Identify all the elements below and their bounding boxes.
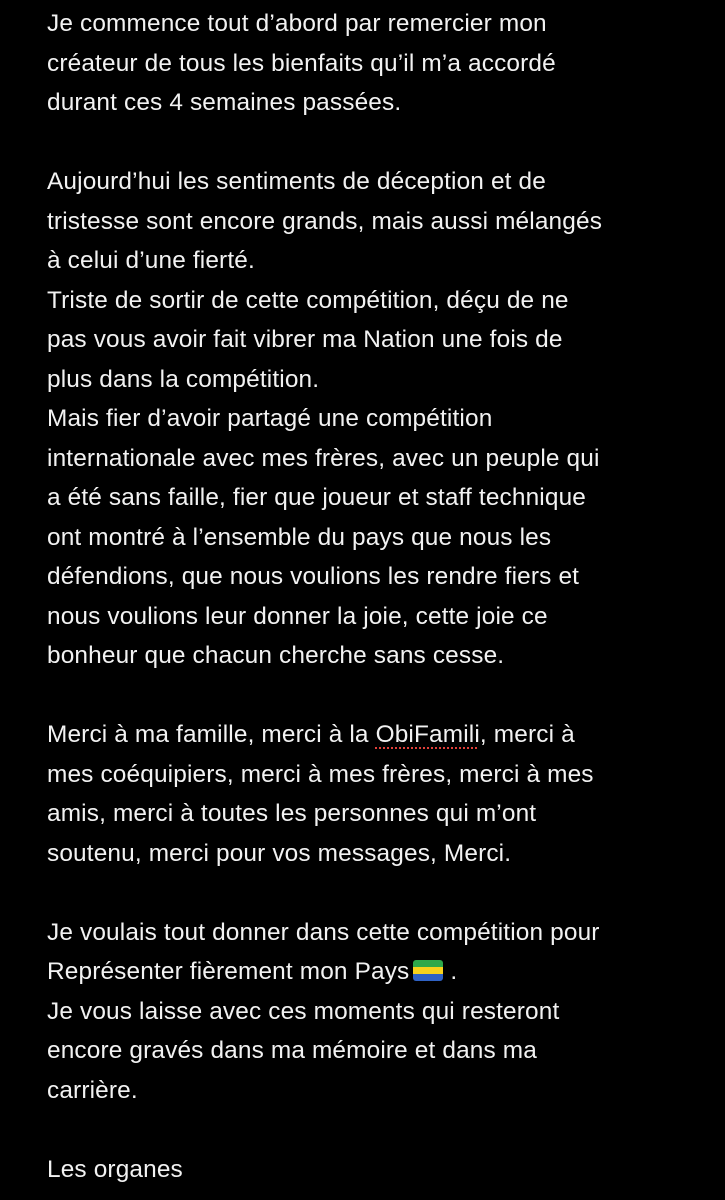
paragraph-spacer [47, 123, 717, 163]
paragraph-spacer [47, 676, 717, 716]
text-line: à celui d’une fierté. [47, 247, 255, 274]
text-fragment: Merci à ma famille, merci à la [47, 721, 376, 748]
text-fragment: . [443, 958, 458, 985]
text-fragment: Représenter fièrement mon Pays [47, 958, 410, 985]
text-line: carrière. [47, 1076, 138, 1104]
text-line: a été sans faille, fier que joueur et staff technique [47, 484, 587, 511]
text-line: mes coéquipiers, merci à mes frères, merci à mes [47, 760, 594, 788]
text-line: durant ces 4 semaines passées. [47, 89, 402, 116]
text-line: bonheur que chacun cherche sans cesse. [47, 642, 505, 669]
text-line: internationale avec mes frères, avec un peuple qui [47, 444, 600, 472]
text-fragment: , merci à [479, 721, 575, 748]
text-line: amis, merci à toutes les personnes qui m’ont [47, 800, 537, 827]
text-line: pas vous avoir fait vibrer ma Nation une fois de [47, 326, 563, 353]
text-line: créateur de tous les bienfaits qu’il m’a accordé [47, 49, 556, 77]
paragraph-spacer [47, 1110, 717, 1150]
text-line: Aujourd’hui les sentiments de déception et de [47, 168, 546, 195]
text-line: Je commence tout d’abord par remercier mon [47, 10, 547, 37]
note-body [47, 4, 717, 1189]
signature: Les organes [47, 1155, 183, 1183]
text-line [47, 952, 717, 992]
text-line: tristesse sont encore grands, mais aussi mélangés [47, 207, 603, 235]
text-line: Je voulais tout donner dans cette compétition pour [47, 918, 600, 946]
text-line: Triste de sortir de cette compétition, déçu de ne [47, 286, 569, 314]
text-line [47, 715, 717, 755]
misspelled-word[interactable]: ObiFamili [375, 721, 480, 748]
text-line: soutenu, merci pour vos messages, Merci. [47, 839, 512, 867]
text-line: Mais fier d’avoir partagé une compétition [47, 405, 493, 432]
text-line: défendions, que nous voulions les rendre fiers et [47, 563, 580, 590]
text-line: encore gravés dans ma mémoire et dans ma [47, 1037, 537, 1064]
text-line: Je vous laisse avec ces moments qui resteront [47, 997, 560, 1025]
gabon-flag-icon [413, 960, 443, 981]
paragraph-spacer [47, 873, 717, 913]
text-line: plus dans la compétition. [47, 365, 320, 393]
text-line: ont montré à l’ensemble du pays que nous les [47, 523, 552, 551]
text-line: nous voulions leur donner la joie, cette joie ce [47, 602, 548, 630]
